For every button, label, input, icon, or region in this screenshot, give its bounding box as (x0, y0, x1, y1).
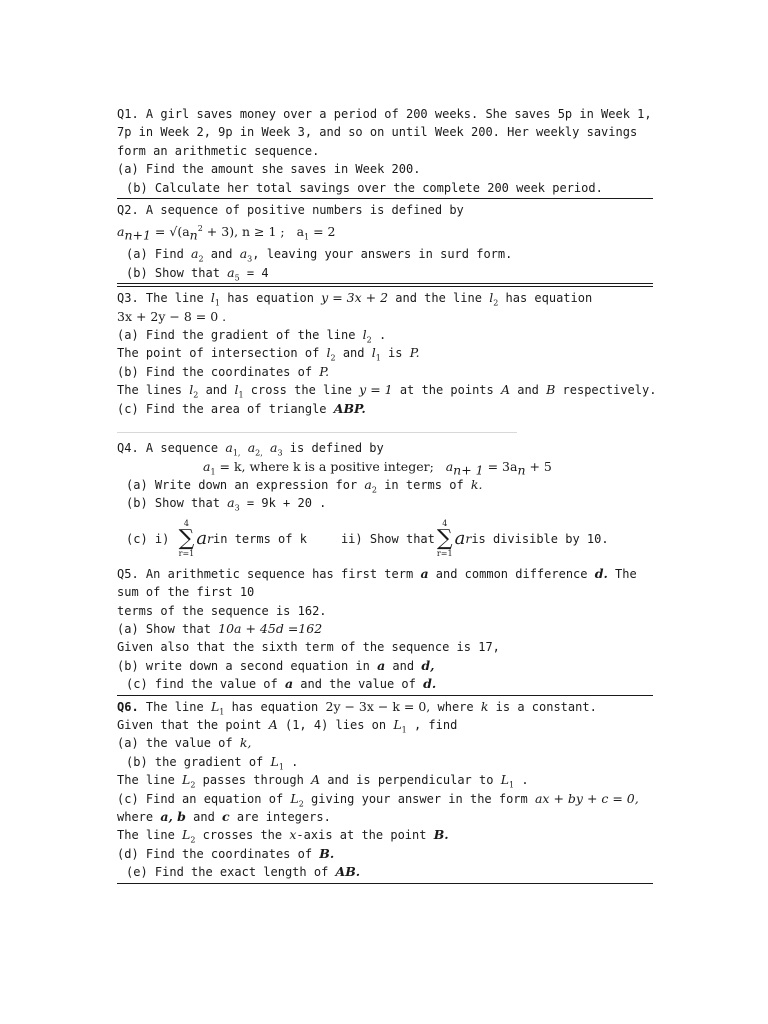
q6-part-e: (e) Find the exact length of AB. (126, 864, 361, 880)
question-3 (117, 289, 657, 418)
q1-line-1: Q1. A girl saves money over a period of 200 weeks. She saves 5p in Week 1, (117, 107, 652, 121)
q5-part-a: (a) Show that 10a + 45d =162 (117, 620, 323, 636)
q3-part-b: (b) Find the coordinates of P. (117, 363, 330, 379)
q3-part-c: (c) Find the area of triangle ABP. (117, 400, 366, 416)
q6-part-d: (d) Find the coordinates of B. (117, 845, 335, 861)
q5-part-c: (c) find the value of a and the value of d. (126, 676, 437, 692)
worksheet (117, 105, 657, 886)
q6-where: where a, b and c are integers. (117, 809, 331, 824)
q2-recurrence-formula: $a_{n+1} = √(a_n^2 + 3)$, n ≥ 1 ; $a_1 = 2$ (117, 224, 336, 243)
q3-line-2: 3x + 2y − 8 = 0 . (117, 308, 227, 324)
q2-part-b: (b) Show that $a_5 = 4$ (126, 264, 269, 283)
q6-line-l2: The line $L_2$ passes through A and is perpendicular to $L_1$ . (117, 772, 529, 790)
divider-double (117, 283, 653, 287)
q6-part-b: (b) the gradient of $L_1$ . (126, 753, 299, 772)
question-5 (117, 565, 653, 694)
q3-lines-cross: The lines $l_2$ and $l_1$ cross the line y = 1 at the points A and B respectively. (117, 382, 657, 400)
question-1 (117, 105, 653, 197)
q5-line-2: sum of the first 10 (117, 585, 255, 600)
q1-part-a: (a) Find the amount she saves in Week 200. (117, 162, 421, 177)
divider (117, 883, 653, 884)
summation-symbol: 4 ∑ r=1 (436, 518, 453, 558)
q4-definition: $a_1 = k$, where k is a positive integer; $a_{n+ 1} = 3a_n + 5$ (203, 458, 552, 477)
q1-line-2: 7p in Week 2, 9p in Week 3, and so on until Week 200. Her weekly savings (117, 125, 638, 140)
question-6 (117, 698, 653, 882)
q6-given: Given that the point A (1, 4) lies on $L_1$ , find (117, 716, 458, 735)
q6-line-1: Q6. The line $L_1$ has equation 2y − 3x − k = 0, where k is a constant. (117, 698, 597, 716)
q3-intersection: The point of intersection of $l_2$ and $l_1$ is P. (117, 345, 420, 363)
divider (117, 198, 653, 199)
q3-line-1: Q3. The line $l_1$ has equation y = 3x + 2 and the line $l_2$ has equation (117, 290, 593, 308)
divider (117, 695, 653, 696)
q2-part-a: (a) Find $a_2$ and $a_3$, leaving your answers in surd form. (126, 246, 513, 264)
q4-line-1: Q4. A sequence $a_{1,}$ $a_{2,}$ $a_3$ is defined by (117, 440, 384, 458)
q5-given: Given also that the sixth term of the sequence is 17, (117, 640, 500, 655)
q4-part-c: (c) i) 4 ∑ r=1 a r in terms of k ii) Show that 4 ∑ r=1 a r is divisible by 10. (126, 518, 609, 558)
q1-line-3: form an arithmetic sequence. (117, 143, 320, 158)
faint-divider (117, 432, 517, 433)
q4-part-b: (b) Show that $a_3 = 9k + 20$ . (126, 495, 327, 513)
q5-line-1: Q5. An arithmetic sequence has first term a and common difference d. The (117, 565, 637, 581)
question-4 (117, 439, 653, 559)
question-2 (117, 201, 653, 282)
q3-part-a: (a) Find the gradient of the line $l_2$ . (117, 327, 387, 345)
q1-part-b: (b) Calculate her total savings over the complete 200 week period. (126, 180, 603, 195)
q6-cross: The line $L_2$ crosses the x-axis at the point B. (117, 827, 449, 845)
q6-part-a: (a) the value of k, (117, 735, 252, 751)
q2-line-1: Q2. A sequence of positive numbers is defined by (117, 203, 464, 218)
q5-line-3: terms of the sequence is 162. (117, 603, 327, 618)
q4-part-a: (a) Write down an expression for $a_2$ in terms of k. (126, 476, 483, 495)
q5-part-b: (b) write down a second equation in a and d, (117, 657, 435, 673)
q6-part-c: (c) Find an equation of $L_2$ giving your answer in the form ax + by + c = 0, (117, 790, 639, 808)
summation-symbol: 4 ∑ r=1 (178, 518, 195, 558)
